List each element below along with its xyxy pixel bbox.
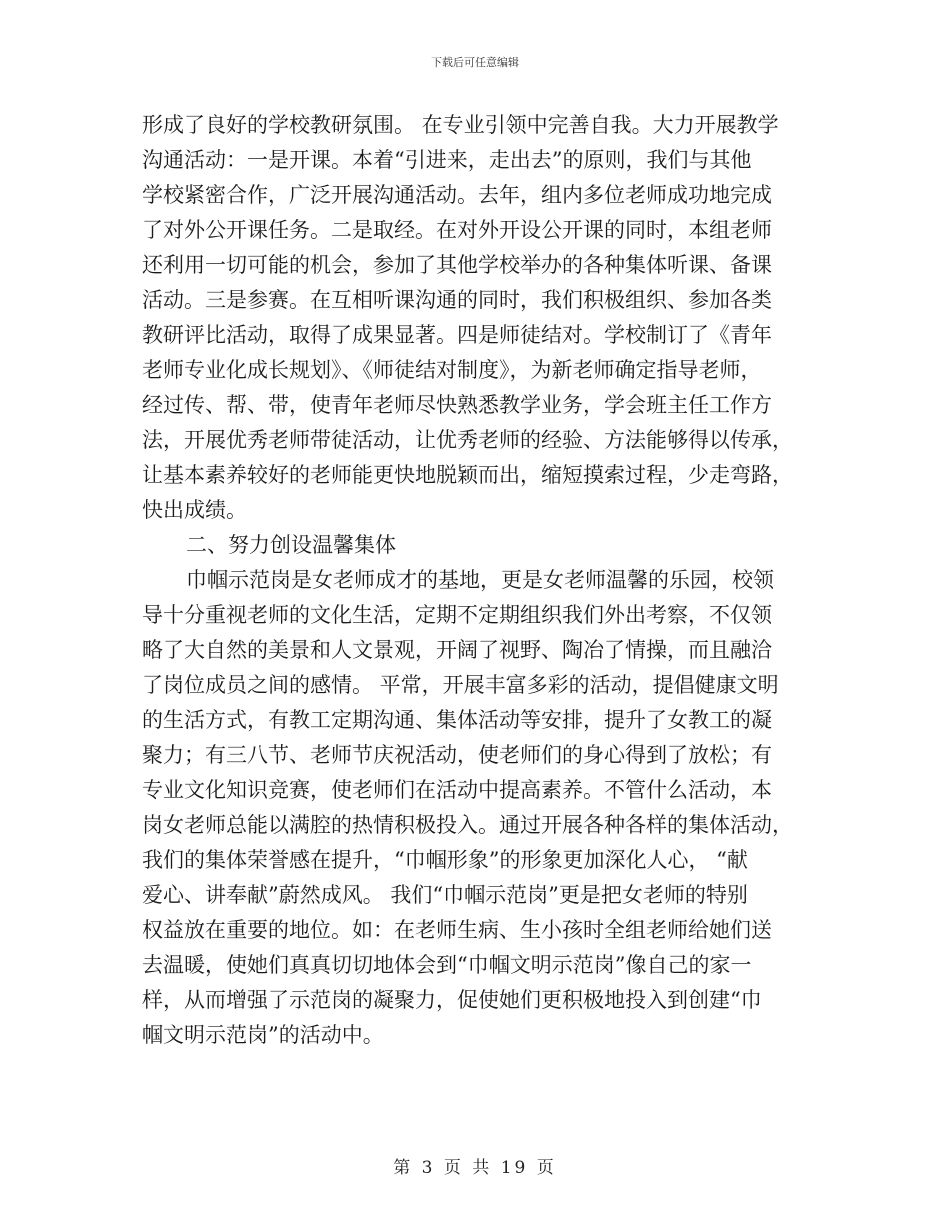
text-line: 的生活方式，有教工定期沟通、集体活动等安排，提升了女教工的凝 <box>142 708 772 732</box>
text-line: 教研评比活动，取得了成果显著。四是师徒结对。学校制订了《青年 <box>142 323 772 347</box>
text-line: 去温暖，使她们真真切切地体会到“巾帼文明示范岗”像自己的家一 <box>142 953 752 977</box>
text-line: 了岗位成员之间的感情。 平常，开展丰富多彩的活动，提倡健康文明 <box>142 673 779 697</box>
text-line: 学校紧密合作，广泛开展沟通活动。去年，组内多位老师成功地完成 <box>142 183 772 207</box>
text-line: 略了大自然的美景和人文景观，开阔了视野、陶冶了情操，而且融洽 <box>142 638 772 662</box>
text-line: 经过传、帮、带，使青年老师尽快熟悉教学业务，学会班主任工作方 <box>142 393 772 417</box>
text-line: 岗女老师总能以满腔的热情积极投入。通过开展各种各样的集体活动， <box>142 813 793 837</box>
text-line: 法，开展优秀老师带徒活动，让优秀老师的经验、方法能够得以传承， <box>142 428 793 452</box>
text-line: 快出成绩。 <box>142 498 247 522</box>
text-line: 了对外公开课任务。二是取经。在对外开设公开课的同时，本组老师 <box>142 218 772 242</box>
text-line: 形成了良好的学校教研氛围。 在专业引领中完善自我。大力开展教学 <box>142 113 779 137</box>
text-line: 老师专业化成长规划》、《师徒结对制度》，为新老师确定指导老师， <box>142 358 762 382</box>
text-line: 沟通活动：一是开课。本着“引进来，走出去”的原则，我们与其他 <box>142 148 752 172</box>
text-line: 还利用一切可能的机会，参加了其他学校举办的各种集体听课、备课 <box>142 253 772 277</box>
text-line: 导十分重视老师的文化生活，定期不定期组织我们外出考察，不仅领 <box>142 603 772 627</box>
section-heading: 二、努力创设温馨集体 <box>186 533 396 557</box>
page-header: 下载后可任意编辑 <box>431 56 519 69</box>
text-line: 聚力；有三八节、老师节庆祝活动，使老师们的身心得到了放松；有 <box>142 743 772 767</box>
text-line: 权益放在重要的地位。如：在老师生病、生小孩时全组老师给她们送 <box>142 918 772 942</box>
text-line: 爱心、讲奉献”蔚然成风。 我们“巾帼示范岗”更是把女老师的特别 <box>142 883 748 907</box>
text-line: 帼文明示范岗”的活动中。 <box>142 1023 384 1047</box>
text-line: 样，从而增强了示范岗的凝聚力，促使她们更积极地投入到创建“巾 <box>142 988 762 1012</box>
text-line: 我们的集体荣誉感在提升，“巾帼形象”的形象更加深化人心， “献 <box>142 848 748 872</box>
paragraph-first-line: 巾帼示范岗是女老师成才的基地，更是女老师温馨的乐园，校领 <box>186 568 774 592</box>
text-line: 活动。三是参赛。在互相听课沟通的同时，我们积极组织、参加各类 <box>142 288 772 312</box>
text-line: 专业文化知识竞赛，使老师们在活动中提高素养。不管什么活动，本 <box>142 778 772 802</box>
page-number: 第 3 页 共 19 页 <box>393 1158 557 1178</box>
text-line: 让基本素养较好的老师能更快地脱颖而出，缩短摸索过程，少走弯路， <box>142 463 793 487</box>
document-body <box>142 108 806 1053</box>
